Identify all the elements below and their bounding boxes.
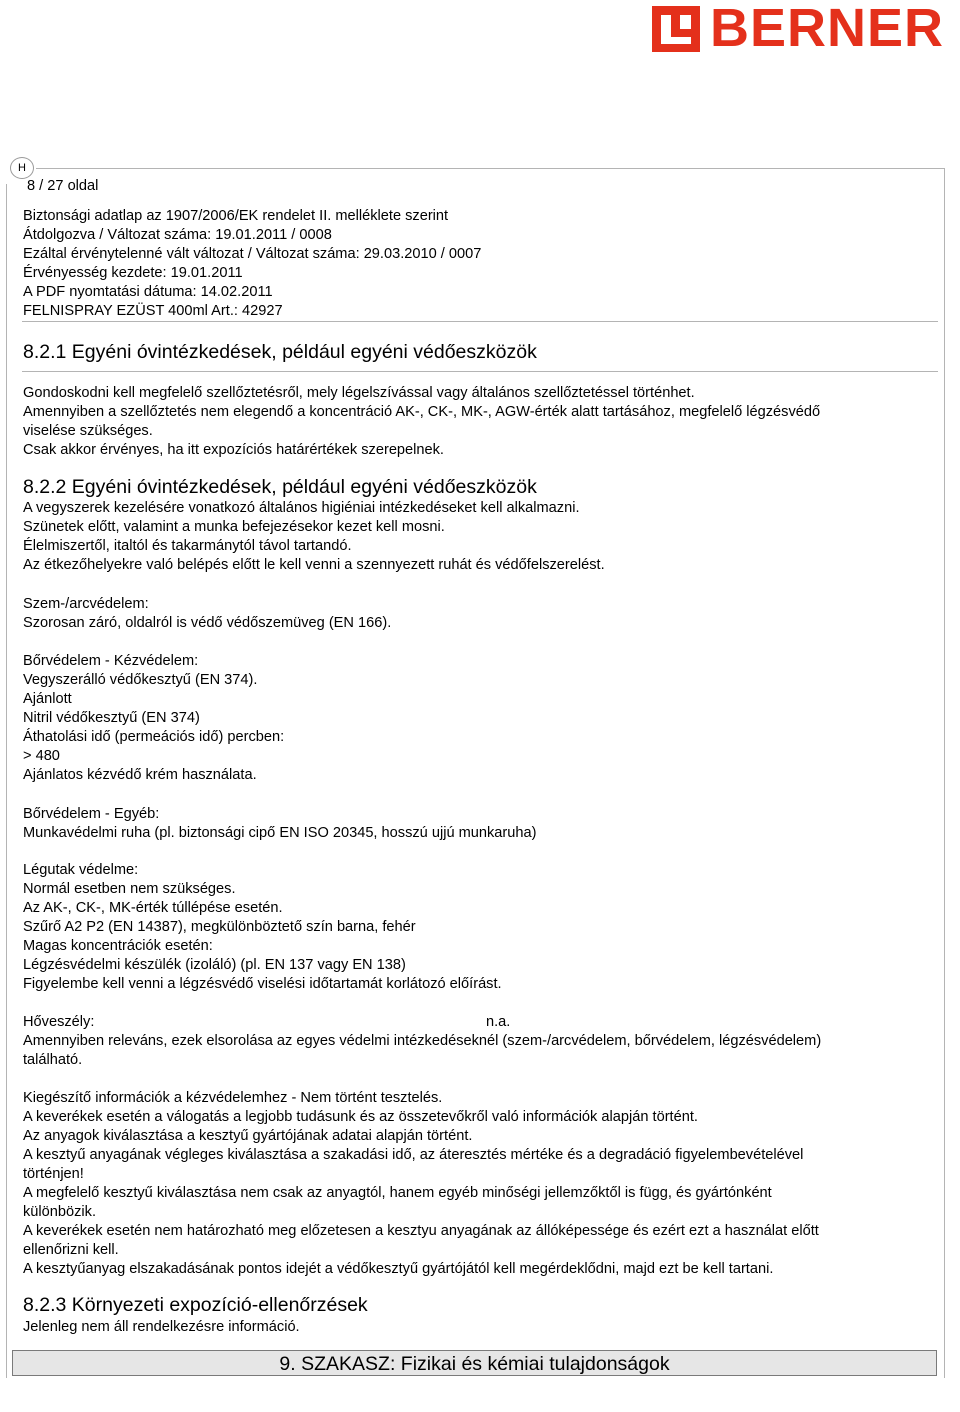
respiratory-label: Légutak védelme:: [23, 862, 139, 878]
text-line: található.: [23, 1052, 83, 1068]
berner-logo-mark-icon: [652, 6, 700, 52]
section-heading-822: 8.2.2 Egyéni óvintézkedések, például egyéni védőeszközök: [23, 476, 537, 498]
text-line: > 480: [23, 748, 60, 764]
text-line: Ajánlott: [23, 691, 72, 707]
header-line: Biztonsági adatlap az 1907/2006/EK rendelet II. melléklete szerint: [23, 208, 449, 224]
text-line: Áthatolási idő (permeációs idő) percben:: [23, 729, 285, 745]
thermal-hazard-value: n.a.: [486, 1014, 511, 1030]
text-line: viselése szükséges.: [23, 423, 153, 439]
header-line: Érvényesség kezdete: 19.01.2011: [23, 265, 243, 281]
text-line: Az AK-, CK-, MK-érték túllépése esetén.: [23, 900, 283, 916]
text-line: Magas koncentrációk esetén:: [23, 938, 213, 954]
text-line: Nitril védőkesztyű (EN 374): [23, 710, 200, 726]
header-line: Átdolgozva / Változat száma: 19.01.2011 / 0008: [23, 227, 332, 243]
text-line: A vegyszerek kezelésére vonatkozó általános higiéniai intézkedéseket kell alkalmazni.: [23, 500, 580, 516]
text-line: A kesztyű anyagának végleges kiválasztása a szakadási idő, az áteresztés mértéke és a degradáció figyelembevételével: [23, 1147, 804, 1163]
section-separator: [22, 371, 938, 372]
page-number: 8 / 27 oldal: [27, 178, 99, 194]
text-line: ellenőrizni kell.: [23, 1242, 119, 1258]
header-line: A PDF nyomtatási dátuma: 14.02.2011: [23, 284, 273, 300]
text-line: Ajánlatos kézvédő krém használata.: [23, 767, 257, 783]
header-line: Ezáltal érvénytelenné vált változat / Változat száma: 29.03.2010 / 0007: [23, 246, 482, 262]
text-line: Gondoskodni kell megfelelő szellőztetésről, mely légelszívással vagy általános szellőztetéssel történhet.: [23, 385, 695, 401]
text-line: Jelenleg nem áll rendelkezésre információ.: [23, 1319, 300, 1335]
berner-logo: [652, 0, 960, 58]
text-line: A keverékek esetén a válogatás a legjobb tudásunk és az összetevőkről való információk alapján történt.: [23, 1109, 698, 1125]
frame-top-line: [36, 168, 944, 169]
eye-protection-text: Szorosan záró, oldalról is védő védőszemüveg (EN 166).: [23, 615, 392, 631]
text-line: A megfelelő kesztyű kiválasztása nem csak az anyagtól, hanem egyéb minőségi jellemzőktől is függ, és gyártónként: [23, 1185, 772, 1201]
product-line: FELNISPRAY EZÜST 400ml Art.: 42927: [23, 303, 283, 319]
text-line: Csak akkor érvényes, ha itt expozíciós határértékek szerepelnek.: [23, 442, 444, 458]
next-section-bar: [12, 1350, 937, 1376]
text-line: Az anyagok kiválasztása a kesztyű gyártójának adatai alapján történt.: [23, 1128, 473, 1144]
brand-name: BERNER: [710, 0, 945, 58]
text-line: Szűrő A2 P2 (EN 14387), megkülönböztető szín barna, fehér: [23, 919, 416, 935]
thermal-hazard-label: Hőveszély:: [23, 1014, 95, 1030]
frame-left-line: [6, 184, 7, 1378]
section-heading-823: 8.2.3 Környezeti expozíció-ellenőrzések: [23, 1294, 368, 1316]
header-separator: [22, 321, 938, 322]
text-line: Az étkezőhelyekre való belépés előtt le kell venni a szennyezett ruhát és védőfelszerelést.: [23, 557, 605, 573]
text-line: Amennyiben releváns, ezek elsorolása az egyes védelmi intézkedéseknél (szem-/arcvédelem, bőrvédelem, légzésvédelem): [23, 1033, 822, 1049]
language-badge: H: [10, 157, 34, 179]
text-line: Normál esetben nem szükséges.: [23, 881, 236, 897]
text-line: Munkavédelmi ruha (pl. biztonsági cipő EN ISO 20345, hosszú ujjú munkaruha): [23, 825, 537, 841]
text-line: Élelmiszertől, italtól és takarmánytól távol tartandó.: [23, 538, 352, 554]
hand-protection-label: Bőrvédelem - Kézvédelem:: [23, 653, 199, 669]
text-line: Szünetek előtt, valamint a munka befejezésekor kezet kell mosni.: [23, 519, 445, 535]
text-line: Kiegészítő információk a kézvédelemhez - Nem történt tesztelés.: [23, 1090, 443, 1106]
text-line: A keverékek esetén nem határozható meg előzetesen a kesztyu anyagának az állóképessége és ezért ezt a használat előtt: [23, 1223, 819, 1239]
text-line: történjen!: [23, 1166, 84, 1182]
section-heading-821: 8.2.1 Egyéni óvintézkedések, például egyéni védőeszközök: [23, 341, 537, 363]
text-line: A kesztyűanyag elszakadásának pontos idejét a védőkesztyű gyártójától kell megérdeklődni, majd ezt be kell tartani.: [23, 1261, 774, 1277]
text-line: Figyelembe kell venni a légzésvédő viselési időtartamát korlátozó előírást.: [23, 976, 502, 992]
text-line: Légzésvédelmi készülék (izoláló) (pl. EN 137 vagy EN 138): [23, 957, 406, 973]
next-section-title: 9. SZAKASZ: Fizikai és kémiai tulajdonságok: [279, 1353, 670, 1375]
frame-right-line: [944, 168, 945, 1378]
text-line: Vegyszerálló védőkesztyű (EN 374).: [23, 672, 258, 688]
text-line: Amennyiben a szellőztetés nem elegendő a koncentráció AK-, CK-, MK-, AGW-érték alatt tartásához, megfelelő légzésvédő: [23, 404, 821, 420]
eye-protection-label: Szem-/arcvédelem:: [23, 596, 149, 612]
skin-other-label: Bőrvédelem - Egyéb:: [23, 806, 160, 822]
text-line: különbözik.: [23, 1204, 97, 1220]
